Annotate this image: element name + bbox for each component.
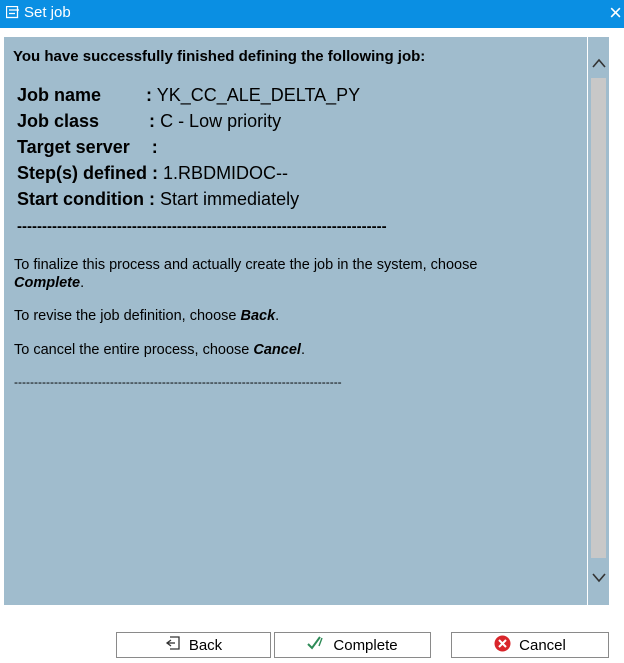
- target-server-label: Target server: [17, 137, 130, 157]
- job-name-value: YK_CC_ALE_DELTA_PY: [156, 85, 361, 105]
- scrollbar-thumb[interactable]: [591, 78, 606, 558]
- revise-instruction: To revise the job definition, choose Back.: [14, 308, 280, 324]
- job-class-label: Job class: [17, 111, 100, 131]
- complete-checkmark-icon: [307, 635, 325, 655]
- window-icon: [6, 6, 20, 24]
- close-icon[interactable]: ×: [609, 0, 622, 25]
- separator-line: ----------------------------------------------------------------------------------: [14, 375, 342, 389]
- complete-keyword: Complete: [14, 275, 81, 291]
- complete-button-label: Complete: [333, 636, 398, 654]
- vertical-scrollbar[interactable]: [588, 37, 609, 605]
- window-title: Set job: [24, 4, 71, 21]
- target-server-row: Target server :: [17, 137, 158, 157]
- back-keyword: Back: [240, 308, 276, 324]
- back-button-label: Back: [188, 636, 223, 654]
- back-button[interactable]: [116, 632, 271, 658]
- job-class-value: C - Low priority: [160, 111, 282, 131]
- separator-line: --------------------------------------------------------------------------: [17, 218, 387, 235]
- steps-defined-value: 1.RBDMIDOC--: [163, 163, 289, 183]
- finalize-instruction: To finalize this process and actually create the job in the system, choose Complete.: [14, 257, 478, 291]
- back-icon: [165, 635, 181, 655]
- start-condition-row: Start condition : Start immediately: [17, 189, 300, 209]
- scroll-down-icon[interactable]: [592, 570, 606, 588]
- job-class-row: Job class : C - Low priority: [17, 111, 282, 131]
- job-name-label: Job name: [17, 85, 102, 105]
- success-heading: You have successfully finished defining the following job:: [13, 48, 426, 65]
- cancel-button-label: Cancel: [519, 636, 566, 654]
- job-name-row: Job name : YK_CC_ALE_DELTA_PY: [17, 85, 361, 105]
- cancel-button[interactable]: [451, 632, 609, 658]
- steps-defined-row: Step(s) defined : 1.RBDMIDOC--: [17, 163, 289, 183]
- cancel-keyword: Cancel: [253, 342, 301, 358]
- start-condition-label: Start condition: [17, 189, 144, 209]
- cancel-x-icon: [494, 635, 511, 656]
- scroll-up-icon[interactable]: [592, 55, 606, 73]
- cancel-instruction: To cancel the entire process, choose Cancel.: [14, 342, 305, 358]
- start-condition-value: Start immediately: [160, 189, 300, 209]
- complete-button[interactable]: [274, 632, 431, 658]
- title-bar: [0, 0, 624, 28]
- steps-defined-label: Step(s) defined: [17, 163, 148, 183]
